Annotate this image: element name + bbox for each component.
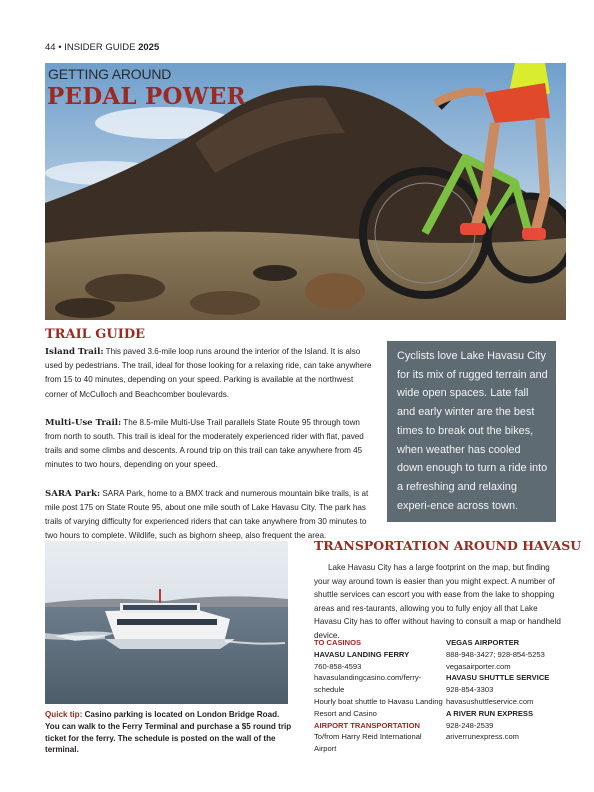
- page-folio: [45, 42, 159, 53]
- publication-name: INSIDER GUIDE: [64, 42, 136, 53]
- page-number: 44: [45, 42, 56, 53]
- quick-tip-text: Casino parking is located on London Bridge Road. You can walk to the Ferry Terminal and purchase a $5 round trip ticket for the ferry. The schedule is posted on the wall of the terminal.: [45, 710, 292, 755]
- listing-url[interactable]: havasushuttleservice.com: [446, 696, 534, 706]
- listing-url[interactable]: havasulandingcasino.com/ferry-: [314, 673, 422, 683]
- listing-description: Hourly boat shuttle to Havasu Landing: [314, 696, 443, 706]
- trail-description: This paved 3.6-mile loop runs around the interior of the Island. It is also used by pedestrians. The trail, ideal for those looking for a relaxing ride, can take anywhere from 15 to 40 minutes, depending on your speed. Parking is available at the northwest corner of McCulloch and Beachcomber boulevards.: [45, 347, 372, 399]
- listing-phone: 760-858-4593: [314, 661, 362, 671]
- listing-url[interactable]: ariverrunexpress.com: [446, 732, 520, 742]
- listing-url-continued[interactable]: schedule: [314, 685, 345, 695]
- trail-name: Island Trail:: [45, 347, 104, 357]
- callout-text: Cyclists love Lake Havasu City for its mix of rugged terrain and wide open spaces. Late fall and early winter are the best times to break out the bikes, when weather has cooled down enough to turn a ride into a refreshing and relaxing experi-ence across town.: [397, 350, 548, 512]
- trail-name: Multi-Use Trail:: [45, 417, 122, 428]
- transport-listings-right: [446, 637, 566, 743]
- listing-phone: 928-248-2539: [446, 720, 494, 730]
- listing-name: VEGAS AIRPORTER: [446, 638, 520, 647]
- listing-name: HAVASU LANDING FERRY: [314, 649, 410, 659]
- quick-tip: [45, 709, 293, 756]
- transport-listings-left: [314, 637, 444, 755]
- ferry-photo: [45, 541, 288, 704]
- listing-phone: 928-854-3303: [446, 685, 494, 695]
- trail-entry-sara-park: [45, 487, 375, 544]
- airport-subheading: AIRPORT TRANSPORTATION: [314, 720, 421, 730]
- listing-description-continued: Resort and Casino: [314, 708, 377, 718]
- pull-quote-callout: [387, 341, 556, 522]
- page-headline: PEDAL POWER: [47, 83, 246, 110]
- listing-description: To/from Harry Reid International Airport: [314, 732, 422, 754]
- section-kicker: GETTING AROUND: [48, 66, 172, 82]
- trail-entry-multi-use: [45, 416, 375, 473]
- listing-name: HAVASU SHUTTLE SERVICE: [446, 673, 550, 683]
- publication-year: 2025: [138, 42, 160, 53]
- transportation-heading: TRANSPORTATION AROUND HAVASU: [314, 538, 582, 553]
- folio-separator: •: [58, 42, 62, 53]
- trail-guide-heading: TRAIL GUIDE: [45, 327, 146, 342]
- trail-entry-island: [45, 345, 375, 402]
- transportation-intro: Lake Havasu City has a large footprint on the map, but finding your way around town is easier than you might expect. A number of shuttle services can escort you with ease from the lake to shopping areas and res-taurants, allowing you to fully enjoy all that Lake Havasu City has to offer without having to consult a map or handheld device.: [314, 563, 561, 640]
- trail-description: The 8.5-mile Multi-Use Trail parallels State Route 95 through town from north to south. This trail is ideal for the moderately experienced rider with flat, paved trails and some climbs and descents. A round trip on this trail can take anywhere from 45 minutes to two hours, depending on your speed.: [45, 417, 364, 470]
- listing-phone: 888-948-3427; 928-854-5253: [446, 649, 545, 659]
- trail-guide-body: [45, 345, 375, 557]
- trail-description: SARA Park, home to a BMX track and numerous mountain bike trails, is at mile post 175 on State Route 95, about one mile south of Lake Havasu City. The park has trails of varying difficulty for experienced riders that can take anywhere from 30 minutes to two hours to complete. Wildlife, such as bighorn sheep, also frequent the area.: [45, 488, 369, 541]
- trail-name: SARA Park:: [45, 488, 101, 499]
- listing-name: A RIVER RUN EXPRESS: [446, 708, 534, 718]
- quick-tip-label: Quick tip:: [45, 710, 83, 719]
- listing-url[interactable]: vegasairporter.com: [446, 661, 511, 671]
- casinos-subheading: TO CASINOS: [314, 638, 362, 647]
